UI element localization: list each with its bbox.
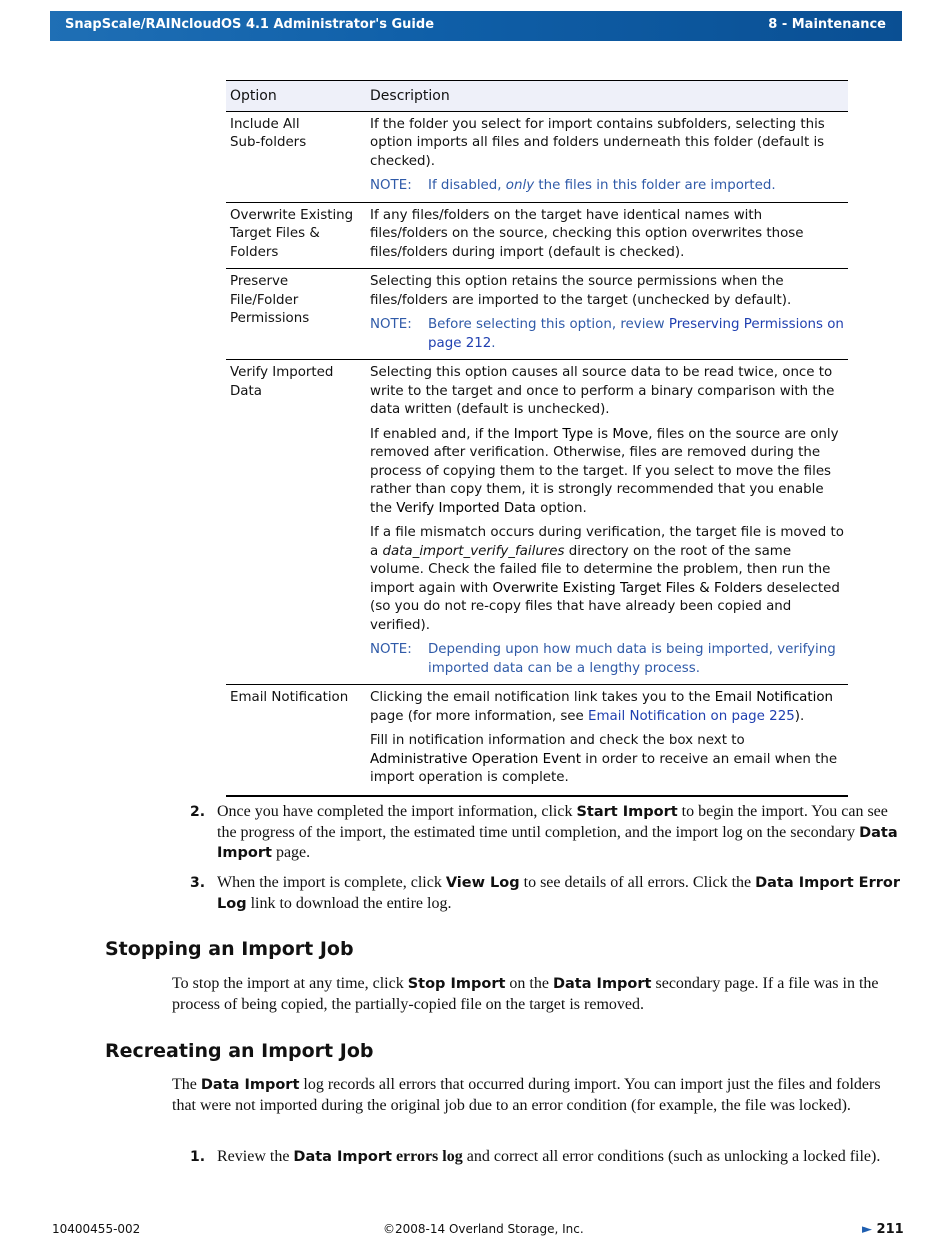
recreating-paragraph: The Data Import log records all errors that occurred during import. You can import just the files and folders that were not imported during the original job due to an error condition (for example, the file was locked). <box>172 1076 881 1114</box>
page-header <box>50 11 902 41</box>
email-notification-link[interactable]: Email Notification on page 225 <box>588 708 795 724</box>
footer-copyright: ©2008-14 Overland Storage, Inc. <box>383 1222 584 1236</box>
header-description: Description <box>366 81 848 112</box>
step-1: 1. Review the Data Import errors log and correct all error conditions (such as unlocking a locked file). <box>190 1148 881 1165</box>
header-guide-title: SnapScale/RAINcloudOS 4.1 Administrator's Guide <box>65 17 435 32</box>
note-label: NOTE: <box>370 178 412 193</box>
option-name: Include All Sub-folders <box>226 111 366 202</box>
option-description: Clicking the email notification link takes you to the Email Notification page (for more information, see Email Notification on page 225). Fill in notification information and check the box next to Administrative Operation Event in order to receive an email when the import operation is complete. <box>370 690 838 785</box>
option-name: Overwrite Existing Target Files & Folders <box>226 202 366 269</box>
page-number: 211 <box>876 1222 904 1237</box>
table-header-row <box>226 81 848 112</box>
footer-page <box>862 1222 904 1237</box>
step-3: 3. When the import is complete, click View Log to see details of all errors. Click the Data Import Error Log link to download the entire log. <box>190 874 900 912</box>
option-name: Email Notification <box>230 690 349 705</box>
note: NOTE: If disabled, only the files in this folder are imported. <box>370 177 844 196</box>
table-row <box>226 202 848 269</box>
option-description: If the folder you select for import contains subfolders, selecting this option imports all files and folders underneath this folder (default is checked). NOTE: If disabled, only the files in this folder are imported. <box>366 111 848 202</box>
table-row <box>226 685 848 796</box>
note: NOTE: Depending upon how much data is being imported, verifying imported data can be a lengthy process. <box>370 641 844 678</box>
note: NOTE: Before selecting this option, review Preserving Permissions on page 212. <box>370 316 844 353</box>
option-name: Preserve File/Folder Permissions <box>226 269 366 360</box>
footer-doc-number: 10400455-002 <box>52 1222 141 1236</box>
option-description: If any files/folders on the target have identical names with files/folders on the source, checking this option overwrites those files/folders during import (default is checked). <box>366 202 848 269</box>
options-table <box>226 80 848 797</box>
table-row <box>226 269 848 360</box>
option-description: Selecting this option causes all source data to be read twice, once to write to the target and once to perform a binary comparison with the data written (default is unchecked). If enabled and, if the Import Type is Move, files on the source are only removed after verification. Otherwise, files are removed during the process of copying them to the target. If you select to move the files rather than copy them, it is strongly recommended that you enable the Verify Imported Data option. If a file mismatch occurs during verification, the target file is moved to a data_import_verify_failures directory on the root of the same volume. Check the failed file to determine the problem, then run the import again with Overwrite Existing Target Files & Folders deselected (so you do not re-copy files that have already been copied and verified). NOTE: Depending upon how much data is being imported, verifying imported data can be a lengthy process. <box>366 360 848 685</box>
option-description: Selecting this option retains the source permissions when the files/folders are imported to the target (unchecked by default). NOTE: Before selecting this option, review Preserving Permissions on page 212. <box>366 269 848 360</box>
step-2: 2. Once you have completed the import information, click Start Import to begin the import. You can see the progress of the import, the estimated time until completion, and the import log on the secondary Data Import page. <box>190 803 898 861</box>
option-name: Verify Imported Data <box>226 360 366 685</box>
section-heading-recreating: Recreating an Import Job <box>105 1040 374 1062</box>
header-chapter: 8 - Maintenance <box>768 17 886 32</box>
table-row <box>226 360 848 685</box>
header-option: Option <box>226 81 366 112</box>
note-label: NOTE: <box>370 642 412 657</box>
preserving-permissions-link[interactable]: Preserving Permissions on page 212 <box>428 317 844 351</box>
note-label: NOTE: <box>370 317 412 332</box>
page-arrow-icon: ► <box>862 1222 872 1237</box>
section-heading-stopping: Stopping an Import Job <box>105 938 354 960</box>
stopping-paragraph: To stop the import at any time, click Stop Import on the Data Import secondary page. If a file was in the process of being copied, the partially-copied file on the target is removed. <box>172 975 879 1013</box>
table-row <box>226 111 848 202</box>
